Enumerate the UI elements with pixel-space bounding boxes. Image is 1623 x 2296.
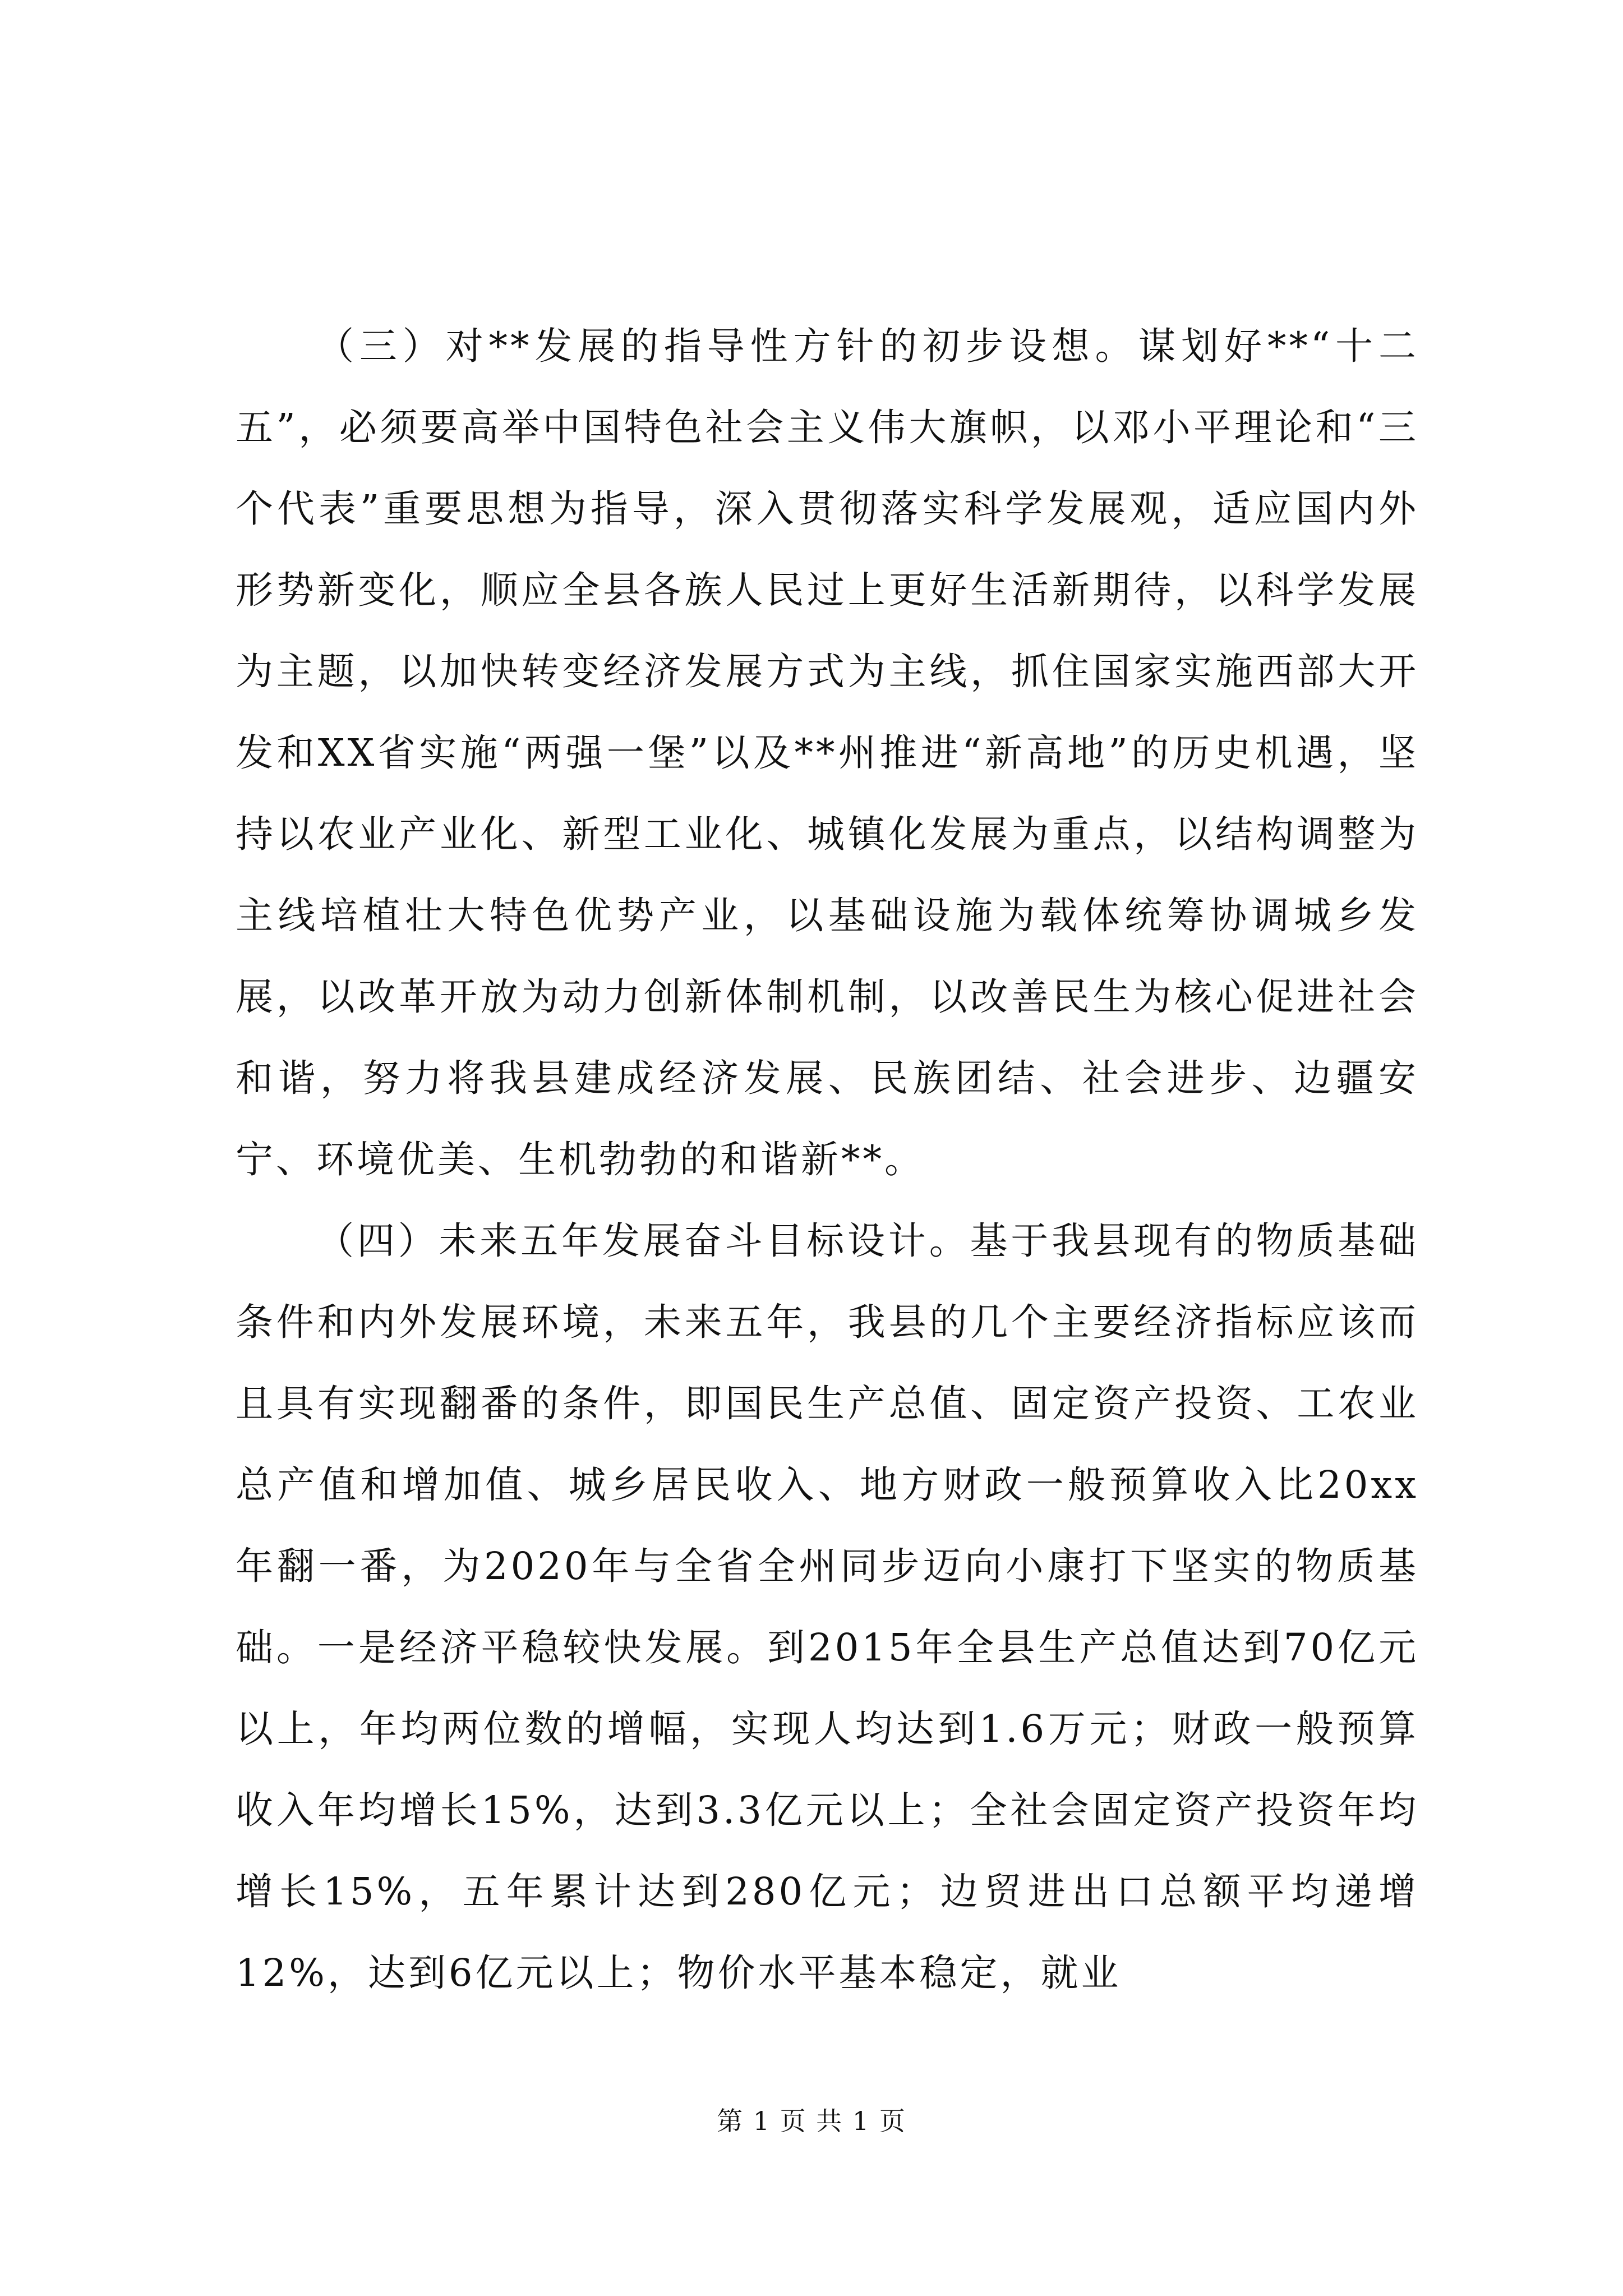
page-footer: 第 1 页 共 1 页 xyxy=(717,2106,906,2136)
document-body xyxy=(236,306,1419,2014)
paragraph-section-4: （四）未来五年发展奋斗目标设计。基于我县现有的物质基础条件和内外发展环境，未来五年，我县的几个主要经济指标应该而且具有实现翻番的条件，即国民生产总值、固定资产投资、工农业总产值和增加值、城乡居民收入、地方财政一般预算收入比20xx年翻一番，为2020年与全省全州同步迈向小康打下坚实的物质基础。一是经济平稳较快发展。到2015年全县生产总值达到70亿元以上，年均两位数的增幅，实现人均达到1.6万元；财政一般预算收入年均增长15%，达到3.3亿元以上；全社会固定资产投资年均增长15%，五年累计达到280亿元；边贸进出口总额平均递增12%，达到6亿元以上；物价水平基本稳定，就业 xyxy=(236,1219,1419,1995)
paragraph-section-3: （三）对**发展的指导性方针的初步设想。谋划好**“十二五”，必须要高举中国特色社会主义伟大旗帜，以邓小平理论和“三个代表”重要思想为指导，深入贯彻落实科学发展观，适应国内外形势新变化，顺应全县各族人民过上更好生活新期待，以科学发展为主题，以加快转变经济发展方式为主线，抓住国家实施西部大开发和XX省实施“两强一堡”以及**州推进“新高地”的历史机遇，坚持以农业产业化、新型工业化、城镇化发展为重点，以结构调整为主线培植壮大特色优势产业，以基础设施为载体统筹协调城乡发展，以改革开放为动力创新体制机制，以改善民生为核心促进社会和谐，努力将我县建成经济发展、民族团结、社会进步、边疆安宁、环境优美、生机勃勃的和谐新**。 xyxy=(236,324,1419,1181)
